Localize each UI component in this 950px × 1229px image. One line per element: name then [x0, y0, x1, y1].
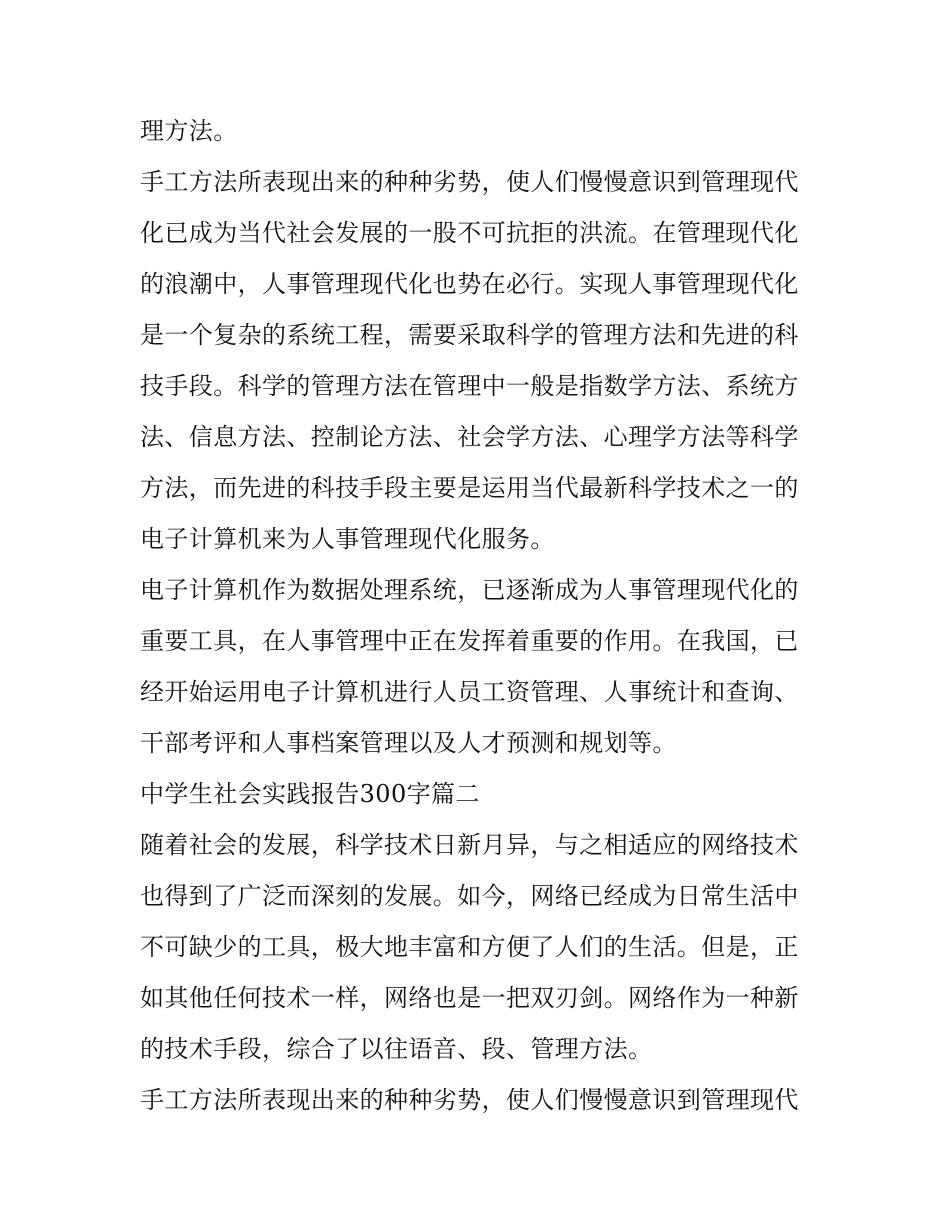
- text-line: 电子计算机来为人事管理现代化服务。: [140, 525, 555, 553]
- text-line: 随着社会的发展，科学技术日新月异，与之相适应的网络技术: [140, 831, 799, 859]
- text-line: 如其他任何技术一样，网络也是一把双刃剑。网络作为一种新: [140, 984, 799, 1012]
- section-heading: 中学生社会实践报告300字篇二: [140, 780, 480, 808]
- text-line: 的技术手段，综合了以往语音、段、管理方法。: [140, 1035, 653, 1063]
- text-line: 干部考评和人事档案管理以及人才预测和规划等。: [140, 729, 677, 757]
- text-line: 电子计算机作为数据处理系统，已逐渐成为人事管理现代化的: [140, 576, 799, 604]
- text-line: 手工方法所表现出来的种种劣势，使人们慢慢意识到管理现代: [140, 168, 799, 196]
- text-line: 经开始运用电子计算机进行人员工资管理、人事统计和查询、: [140, 678, 799, 706]
- text-line: 技手段。科学的管理方法在管理中一般是指数学方法、系统方: [140, 372, 799, 400]
- text-line: 重要工具，在人事管理中正在发挥着重要的作用。在我国，已: [140, 627, 799, 655]
- text-line: 化已成为当代社会发展的一股不可抗拒的洪流。在管理现代化: [140, 219, 799, 247]
- text-line: 是一个复杂的系统工程，需要采取科学的管理方法和先进的科: [140, 321, 799, 349]
- document-body: [140, 106, 812, 1126]
- text-line: 手工方法所表现出来的种种劣势，使人们慢慢意识到管理现代: [140, 1086, 799, 1114]
- text-line: 法、信息方法、控制论方法、社会学方法、心理学方法等科学: [140, 423, 799, 451]
- text-line: 理方法。: [140, 117, 238, 145]
- text-line: 也得到了广泛而深刻的发展。如今，网络已经成为日常生活中: [140, 882, 799, 910]
- text-line: 的浪潮中，人事管理现代化也势在必行。实现人事管理现代化: [140, 270, 799, 298]
- text-line: 不可缺少的工具，极大地丰富和方便了人们的生活。但是，正: [140, 933, 799, 961]
- text-line: 方法，而先进的科技手段主要是运用当代最新科学技术之一的: [140, 474, 799, 502]
